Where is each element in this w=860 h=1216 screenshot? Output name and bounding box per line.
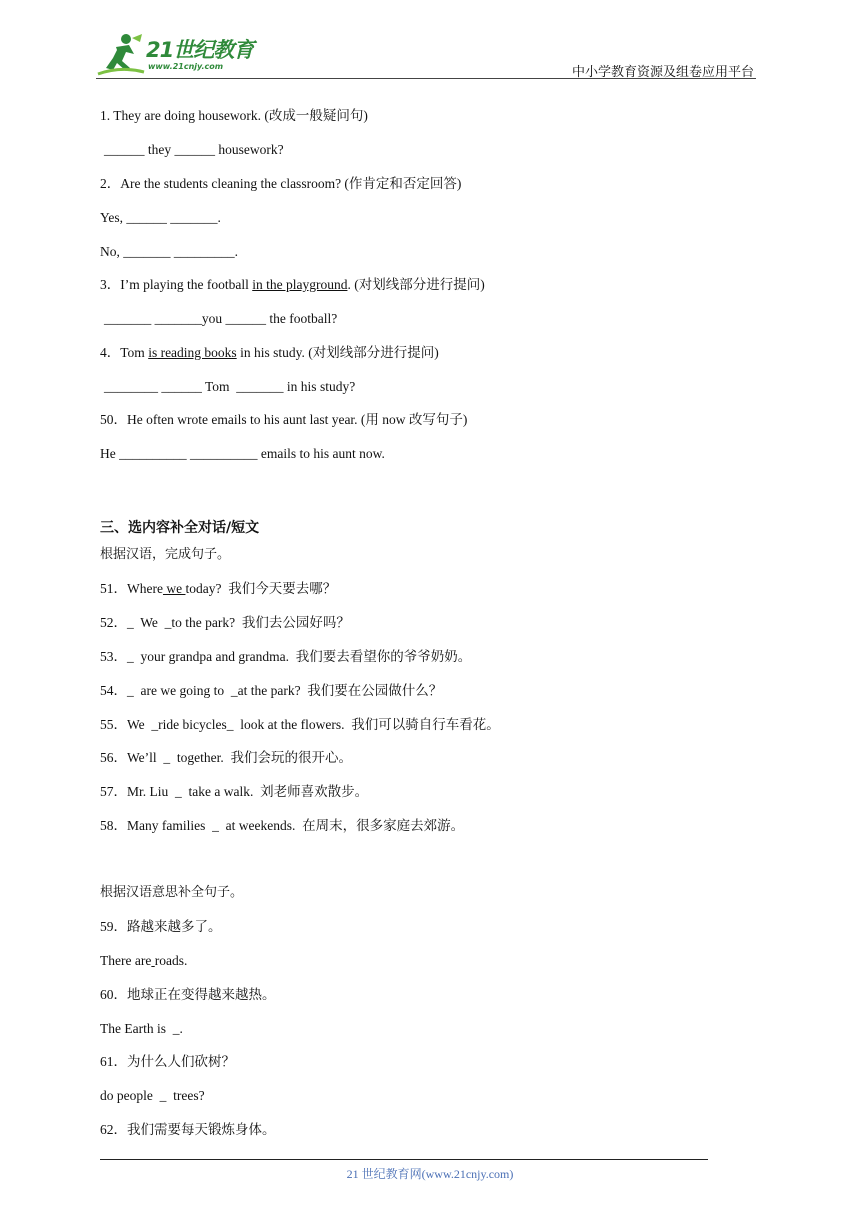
- question-55: 55．We _ride bicycles_ look at the flowers. 我们可以骑自行车看花。: [100, 717, 500, 732]
- question-61: 61．为什么人们砍树？: [100, 1054, 235, 1069]
- question-50: 50．He often wrote emails to his aunt last year. (用 now 改写句子): [100, 412, 468, 427]
- answer-60: The Earth is _.: [100, 1021, 183, 1036]
- answer-2-no: No, _______ _________.: [100, 244, 238, 259]
- instruction-2: 根据汉语意思补全句子。: [100, 885, 244, 900]
- question-3: [100, 276, 485, 294]
- question-51-post: today? 我们今天要去哪？: [185, 581, 337, 596]
- answer-3: _______ _______you ______ the football?: [104, 311, 338, 326]
- header-divider: [96, 78, 756, 79]
- answer-59-post: roads.: [154, 953, 188, 968]
- question-51-blank: we: [162, 581, 186, 596]
- page-header: [96, 30, 756, 80]
- question-51: [100, 580, 336, 598]
- question-2: 2．Are the students cleaning the classroom? (作肯定和否定回答): [100, 176, 462, 191]
- question-3-pre: 3．I’m playing the football: [100, 277, 253, 292]
- question-4: [100, 344, 439, 362]
- question-4-underlined: is reading books: [148, 345, 237, 360]
- question-60: 60．地球正在变得越来越热。: [100, 987, 276, 1002]
- platform-title: 中小学教育资源及组卷应用平台: [571, 65, 754, 80]
- question-1: 1. They are doing housework. (改成一般疑问句): [100, 108, 368, 123]
- question-3-underlined: in the playground: [252, 277, 348, 292]
- question-57: 57．Mr. Liu _ take a walk. 刘老师喜欢散步。: [100, 784, 369, 799]
- answer-50: He __________ __________ emails to his aunt now.: [100, 446, 385, 461]
- question-3-post: . (对划线部分进行提问): [347, 277, 485, 292]
- question-62: 62．我们需要每天锻炼身体。: [100, 1122, 276, 1137]
- section-3-heading: 三、选内容补全对话/短文: [100, 520, 260, 536]
- site-logo[interactable]: [96, 30, 266, 78]
- answer-59: [100, 952, 187, 970]
- question-58: 58．Many families _ at weekends. 在周末，很多家庭去郊游。: [100, 818, 465, 833]
- footer-divider: [100, 1159, 708, 1160]
- footer-link[interactable]: 21 世纪教育网(www.21cnjy.com): [346, 1167, 514, 1181]
- question-4-post: in his study. (对划线部分进行提问): [236, 345, 439, 360]
- question-53: 53．_ your grandpa and grandma. 我们要去看望你的爷爷奶奶。: [100, 649, 472, 664]
- answer-4: ________ ______ Tom _______ in his study?: [104, 379, 356, 394]
- instruction-1: 根据汉语，完成句子。: [100, 547, 231, 562]
- question-54: 54．_ are we going to _at the park? 我们要在公园做什么？: [100, 683, 443, 698]
- answer-1: ______ they ______ housework?: [104, 142, 284, 157]
- runner-logo-icon: [96, 30, 146, 78]
- question-4-pre: 4．Tom: [100, 345, 149, 360]
- question-51-pre: 51．Where: [100, 581, 163, 596]
- question-56: 56．We’ll _ together. 我们会玩的很开心。: [100, 750, 353, 765]
- logo-url: www.21cnjy.com: [148, 62, 224, 71]
- answer-59-pre: There are: [100, 953, 152, 968]
- logo-text: 21世纪教育: [146, 38, 254, 62]
- answer-2-yes: Yes, ______ _______.: [100, 210, 221, 225]
- question-59: 59．路越来越多了。: [100, 919, 222, 934]
- question-52: 52．_ We _to the park? 我们去公园好吗？: [100, 615, 350, 630]
- answer-61: do people _ trees?: [100, 1088, 205, 1103]
